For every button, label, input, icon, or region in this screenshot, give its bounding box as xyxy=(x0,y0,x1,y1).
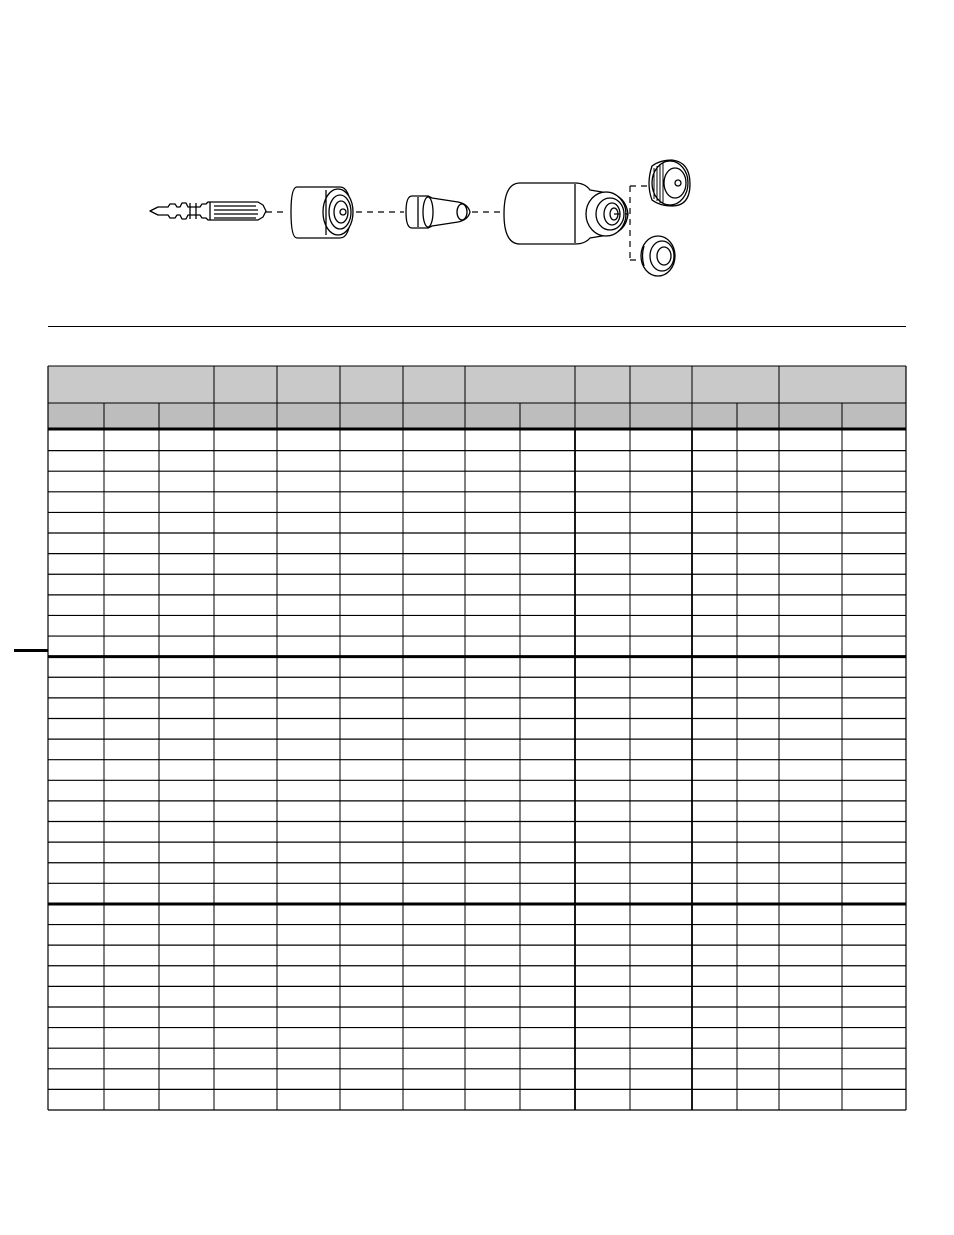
table-subheader-band xyxy=(48,403,906,428)
table-header-band xyxy=(48,366,906,403)
